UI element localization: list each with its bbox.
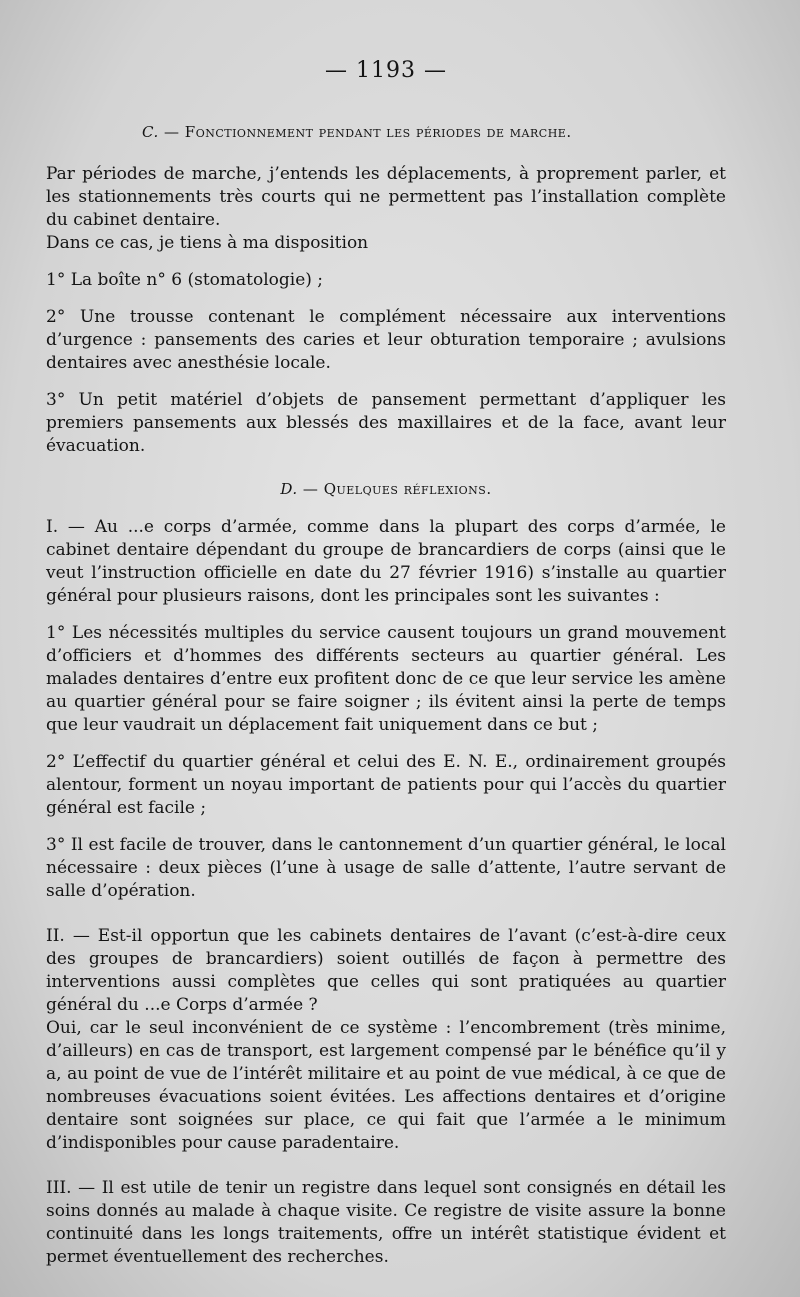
section-d-heading: [46, 480, 726, 498]
paragraph-d-5: II. — Est-il opportun que les cabinets dentaires de l’avant (c’est-à-dire ceux des groupes de brancardiers) soient outillés de façon à permettre des interventions aussi complètes que celles qui sont pratiquées au quartier général du ...e Corps d’armée ?: [46, 926, 726, 1015]
section-d-title: Quelques réflexions.: [323, 480, 492, 498]
section-c-dash: —: [164, 123, 180, 141]
paragraph-d-7: III. — Il est utile de tenir un registre dans lequel sont consignés en détail les soins donnés au malade à chaque visite. Ce registre de visite assure la bonne continuité dans les longs traitements, offre un intérêt statistique évident et permet éventuellement des recherches.: [46, 1178, 726, 1267]
paragraph-c-2: Dans ce cas, je tiens à ma disposition: [46, 233, 369, 253]
section-d-letter: D.: [280, 480, 298, 498]
paragraph-d-1: I. — Au ...e corps d’armée, comme dans la plupart des corps d’armée, le cabinet dentaire dépendant du groupe de brancardiers de corps (ainsi que le veut l’instruction officielle en date du 27 février 1916) s’installe au quartier général pour plusieurs raisons, dont les principales sont les suivantes :: [46, 517, 726, 606]
page-number: — 1193 —: [325, 58, 447, 83]
paragraph-d-4: 3° Il est facile de trouver, dans le cantonnement d’un quartier général, le local nécessaire : deux pièces (l’une à usage de salle d’attente, l’autre servant de salle d’opération.: [46, 835, 726, 901]
paragraph-c-3: 1° La boîte n° 6 (stomatologie) ;: [46, 270, 324, 290]
paragraph-c-5: 3° Un petit matériel d’objets de pansement permettant d’appliquer les premiers pansements aux blessés des maxillaires et de la face, avant leur évacuation.: [46, 390, 726, 456]
paragraph-c-4: 2° Une trousse contenant le complément nécessaire aux interventions d’urgence : pansements des caries et leur obturation temporaire ; avulsions dentaires avec anesthésie locale.: [46, 307, 726, 373]
paragraph-d-2: 1° Les nécessités multiples du service causent toujours un grand mouvement d’officiers et d’hommes des différents secteurs au quartier général. Les malades dentaires d’entre eux profitent donc de ce que leur service les amène au quartier général pour se faire soigner ; ils évitent ainsi la perte de temps que leur vaudrait un déplacement fait uniquement dans ce but ;: [46, 623, 726, 735]
section-c-heading: [142, 123, 726, 141]
section-c-letter: C.: [142, 123, 159, 141]
section-d-dash: —: [302, 480, 319, 498]
paragraph-d-6: Oui, car le seul inconvénient de ce système : l’encombrement (très minime, d’ailleurs) en cas de transport, est largement compensé par le bénéfice qu’il y a, au point de vue de l’intérêt militaire et au point de vue médical, à ce que de nombreuses évacuations soient évitées. Les affections dentaires et d’origine dentaire sont soignées sur place, ce qui fait que l’armée a le minimum d’indisponibles pour cause paradentaire.: [46, 1018, 726, 1153]
paragraph-d-3: 2° L’effectif du quartier général et celui des E. N. E., ordinairement groupés alentour, forment un noyau important de patients pour qui l’accès du quartier général est facile ;: [46, 752, 726, 818]
section-c-title: Fonctionnement pendant les périodes de marche.: [184, 123, 572, 141]
paragraph-c-1: Par périodes de marche, j’entends les déplacements, à proprement parler, et les stationnements très courts qui ne permettent pas l’installation complète du cabinet dentaire.: [46, 164, 726, 230]
